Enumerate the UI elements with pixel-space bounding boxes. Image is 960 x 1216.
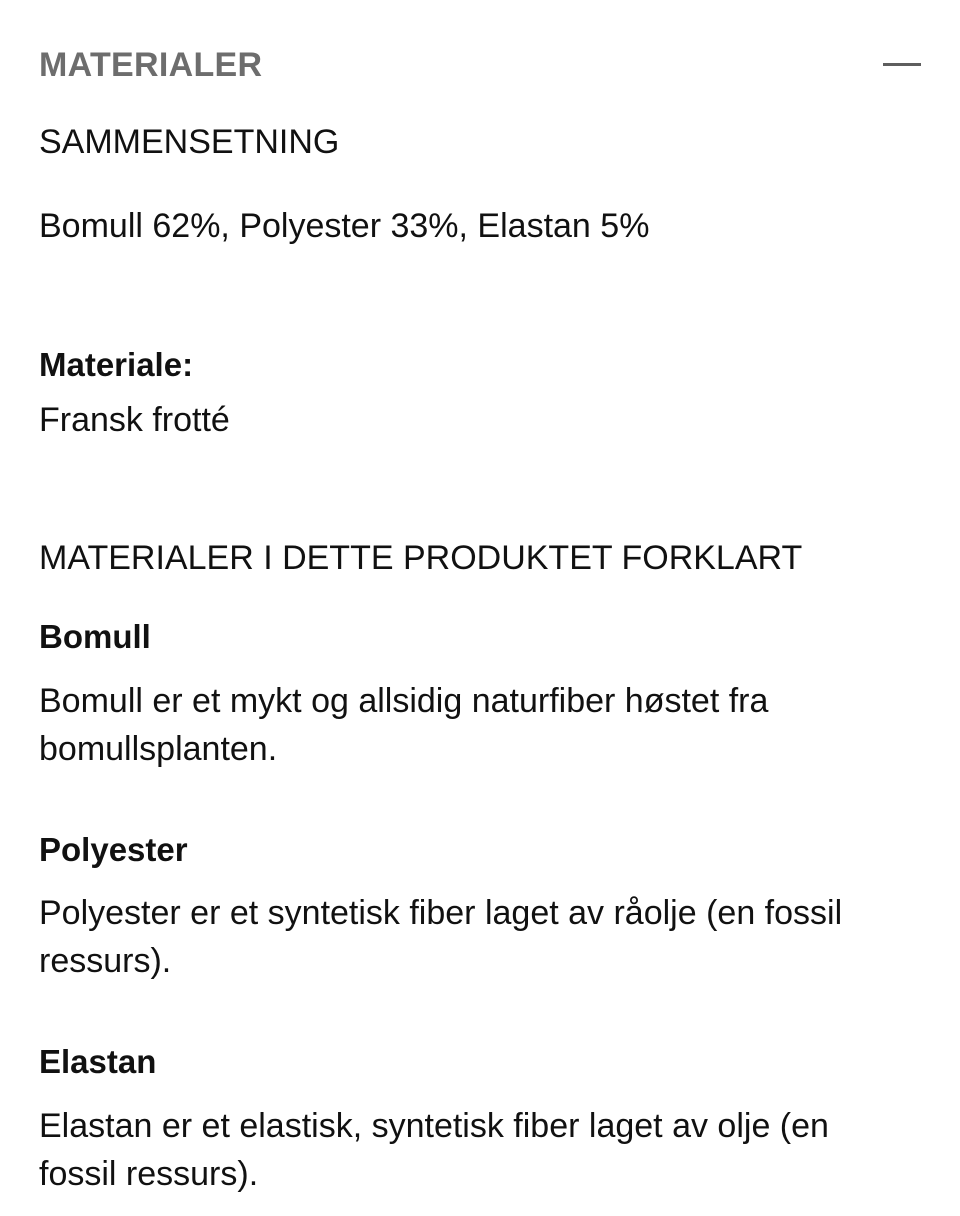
material-name-elastan: Elastan [39, 1043, 157, 1080]
material-name-polyester: Polyester [39, 831, 188, 868]
materials-explained-heading: MATERIALER I DETTE PRODUKTET FORKLART [39, 539, 803, 577]
materials-accordion-header[interactable] [39, 42, 921, 88]
material-name-bomull: Bomull [39, 618, 151, 655]
material-label: Materiale: [39, 346, 194, 383]
material-description-line: Bomull er et mykt og allsidig naturfiber høstet fra [39, 682, 769, 720]
material-description-line: fossil ressurs). [39, 1155, 259, 1193]
material-description-line: Polyester er et syntetisk fiber laget av råolje (en fossil [39, 894, 843, 932]
composition-heading: SAMMENSETNING [39, 123, 340, 161]
material-value: Fransk frotté [39, 401, 230, 439]
composition-value: Bomull 62%, Polyester 33%, Elastan 5% [39, 207, 650, 245]
material-description-line: Elastan er et elastisk, syntetisk fiber laget av olje (en [39, 1107, 829, 1145]
material-description-line: ressurs). [39, 942, 172, 980]
material-description-line: bomullsplanten. [39, 730, 278, 768]
minus-icon[interactable] [883, 63, 921, 66]
accordion-title: MATERIALER [39, 46, 263, 84]
